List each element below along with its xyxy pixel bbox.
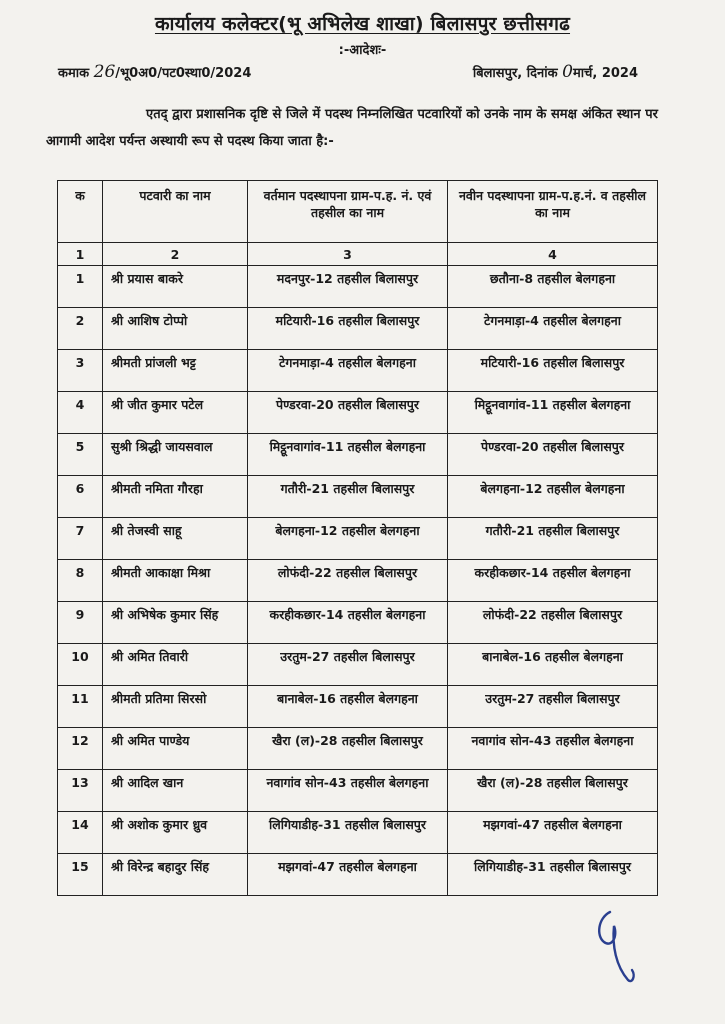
table-row: [58, 812, 658, 854]
serial-cell: 4: [58, 392, 103, 434]
index-cell: 3: [248, 243, 448, 266]
current-posting-cell: बेलगहना-12 तहसील बेलगहना: [248, 518, 448, 560]
posting-table: [57, 180, 658, 896]
serial-cell: 12: [58, 728, 103, 770]
table-row: [58, 560, 658, 602]
serial-cell: 10: [58, 644, 103, 686]
current-posting-cell: पेण्डरवा-20 तहसील बिलासपुर: [248, 392, 448, 434]
index-cell: 2: [103, 243, 248, 266]
new-posting-cell: लोफंदी-22 तहसील बिलासपुर: [448, 602, 658, 644]
serial-cell: 2: [58, 308, 103, 350]
table-row: [58, 518, 658, 560]
place-date: [473, 62, 638, 82]
index-cell: 4: [448, 243, 658, 266]
current-posting-cell: गतौरी-21 तहसील बिलासपुर: [248, 476, 448, 518]
serial-cell: 6: [58, 476, 103, 518]
current-posting-cell: मदनपुर-12 तहसील बिलासपुर: [248, 266, 448, 308]
table-row: [58, 602, 658, 644]
table-row: [58, 770, 658, 812]
date-suffix: मार्च, 2024: [572, 66, 638, 81]
new-posting-cell: उरतुम-27 तहसील बिलासपुर: [448, 686, 658, 728]
serial-cell: 11: [58, 686, 103, 728]
table-row: [58, 476, 658, 518]
place-date-prefix: बिलासपुर, दिनांक: [472, 66, 558, 81]
current-posting-cell: टेगनमाड़ा-4 तहसील बेलगहना: [248, 350, 448, 392]
new-posting-cell: बेलगहना-12 तहसील बेलगहना: [448, 476, 658, 518]
name-cell: सुश्री श्रिद्धी जायसवाल: [103, 434, 248, 476]
office-title: [0, 10, 725, 36]
serial-cell: 15: [58, 854, 103, 896]
name-cell: श्री प्रयास बाकरे: [103, 266, 248, 308]
office-title-text: कार्यालय कलेक्टर(भू अभिलेख शाखा) बिलासपुर छत्तीसगढ: [154, 13, 571, 35]
current-posting-cell: खैरा (ल)-28 तहसील बिलासपुर: [248, 728, 448, 770]
name-cell: श्रीमती प्रांजली भट्ट: [103, 350, 248, 392]
header-new-posting: नवीन पदस्थापना ग्राम-प.ह.नं. व तहसील का नाम: [448, 181, 658, 243]
serial-cell: 13: [58, 770, 103, 812]
serial-cell: 3: [58, 350, 103, 392]
new-posting-cell: टेगनमाड़ा-4 तहसील बेलगहना: [448, 308, 658, 350]
name-cell: श्री आशिष टोप्पो: [103, 308, 248, 350]
table-index-row: [58, 243, 658, 266]
intro-paragraph: एतद् द्वारा प्रशासनिक दृष्टि से जिले में पदस्थ निम्नलिखित पटवारियों को उनके नाम के समक्ष अंकित स्थान पर आगामी आदेश पर्यन्त अस्थायी रूप से पदस्थ किया जाता है:-: [46, 107, 658, 149]
current-posting-cell: लोफंदी-22 तहसील बिलासपुर: [248, 560, 448, 602]
new-posting-cell: गतौरी-21 तहसील बिलासपुर: [448, 518, 658, 560]
new-posting-cell: मझगवां-47 तहसील बेलगहना: [448, 812, 658, 854]
table-row: [58, 308, 658, 350]
signature: [588, 906, 638, 986]
table-row: [58, 266, 658, 308]
current-posting-cell: लिगियाडीह-31 तहसील बिलासपुर: [248, 812, 448, 854]
name-cell: श्री जीत कुमार पटेल: [103, 392, 248, 434]
current-posting-cell: मटियारी-16 तहसील बिलासपुर: [248, 308, 448, 350]
current-posting-cell: नवागांव सोन-43 तहसील बेलगहना: [248, 770, 448, 812]
order-number-handwritten: 26: [93, 62, 116, 82]
name-cell: श्रीमती नमिता गौरहा: [103, 476, 248, 518]
table-row: [58, 434, 658, 476]
new-posting-cell: लिगियाडीह-31 तहसील बिलासपुर: [448, 854, 658, 896]
table-row: [58, 728, 658, 770]
order-number: [58, 62, 251, 82]
new-posting-cell: करहीकछार-14 तहसील बेलगहना: [448, 560, 658, 602]
current-posting-cell: करहीकछार-14 तहसील बेलगहना: [248, 602, 448, 644]
name-cell: श्रीमती आकाक्षा मिश्रा: [103, 560, 248, 602]
table-row: [58, 854, 658, 896]
current-posting-cell: उरतुम-27 तहसील बिलासपुर: [248, 644, 448, 686]
serial-cell: 8: [58, 560, 103, 602]
name-cell: श्री तेजस्वी साहू: [103, 518, 248, 560]
table-row: [58, 644, 658, 686]
table-row: [58, 350, 658, 392]
header-serial: क: [58, 181, 103, 243]
new-posting-cell: मटियारी-16 तहसील बिलासपुर: [448, 350, 658, 392]
current-posting-cell: बानाबेल-16 तहसील बेलगहना: [248, 686, 448, 728]
table-row: [58, 686, 658, 728]
order-number-suffix: /भू0अ0/पट0स्था0/2024: [115, 66, 252, 81]
order-heading: :-आदेशः-: [338, 43, 387, 58]
index-cell: 1: [58, 243, 103, 266]
serial-cell: 7: [58, 518, 103, 560]
serial-cell: 14: [58, 812, 103, 854]
new-posting-cell: मिट्ठूनवागांव-11 तहसील बेलगहना: [448, 392, 658, 434]
new-posting-cell: नवागांव सोन-43 तहसील बेलगहना: [448, 728, 658, 770]
table-row: [58, 392, 658, 434]
serial-cell: 1: [58, 266, 103, 308]
name-cell: श्री अमित तिवारी: [103, 644, 248, 686]
serial-cell: 9: [58, 602, 103, 644]
table-header-row: [58, 181, 658, 243]
new-posting-cell: बानाबेल-16 तहसील बेलगहना: [448, 644, 658, 686]
name-cell: श्री अमित पाण्डेय: [103, 728, 248, 770]
new-posting-cell: खैरा (ल)-28 तहसील बिलासपुर: [448, 770, 658, 812]
header-name: पटवारी का नाम: [103, 181, 248, 243]
current-posting-cell: मिट्ठूनवागांव-11 तहसील बेलगहना: [248, 434, 448, 476]
header-current-posting: वर्तमान पदस्थापना ग्राम-प.ह. नं. एवं तहसील का नाम: [248, 181, 448, 243]
order-number-prefix: कमाक: [58, 66, 90, 81]
name-cell: श्री आदिल खान: [103, 770, 248, 812]
name-cell: श्री विरेन्द्र बहादुर सिंह: [103, 854, 248, 896]
name-cell: श्री अभिषेक कुमार सिंह: [103, 602, 248, 644]
current-posting-cell: मझगवां-47 तहसील बेलगहना: [248, 854, 448, 896]
serial-cell: 5: [58, 434, 103, 476]
new-posting-cell: छतौना-8 तहसील बेलगहना: [448, 266, 658, 308]
date-day-handwritten: 0: [562, 62, 573, 82]
name-cell: श्रीमती प्रतिमा सिरसो: [103, 686, 248, 728]
new-posting-cell: पेण्डरवा-20 तहसील बिलासपुर: [448, 434, 658, 476]
name-cell: श्री अशोक कुमार ध्रुव: [103, 812, 248, 854]
